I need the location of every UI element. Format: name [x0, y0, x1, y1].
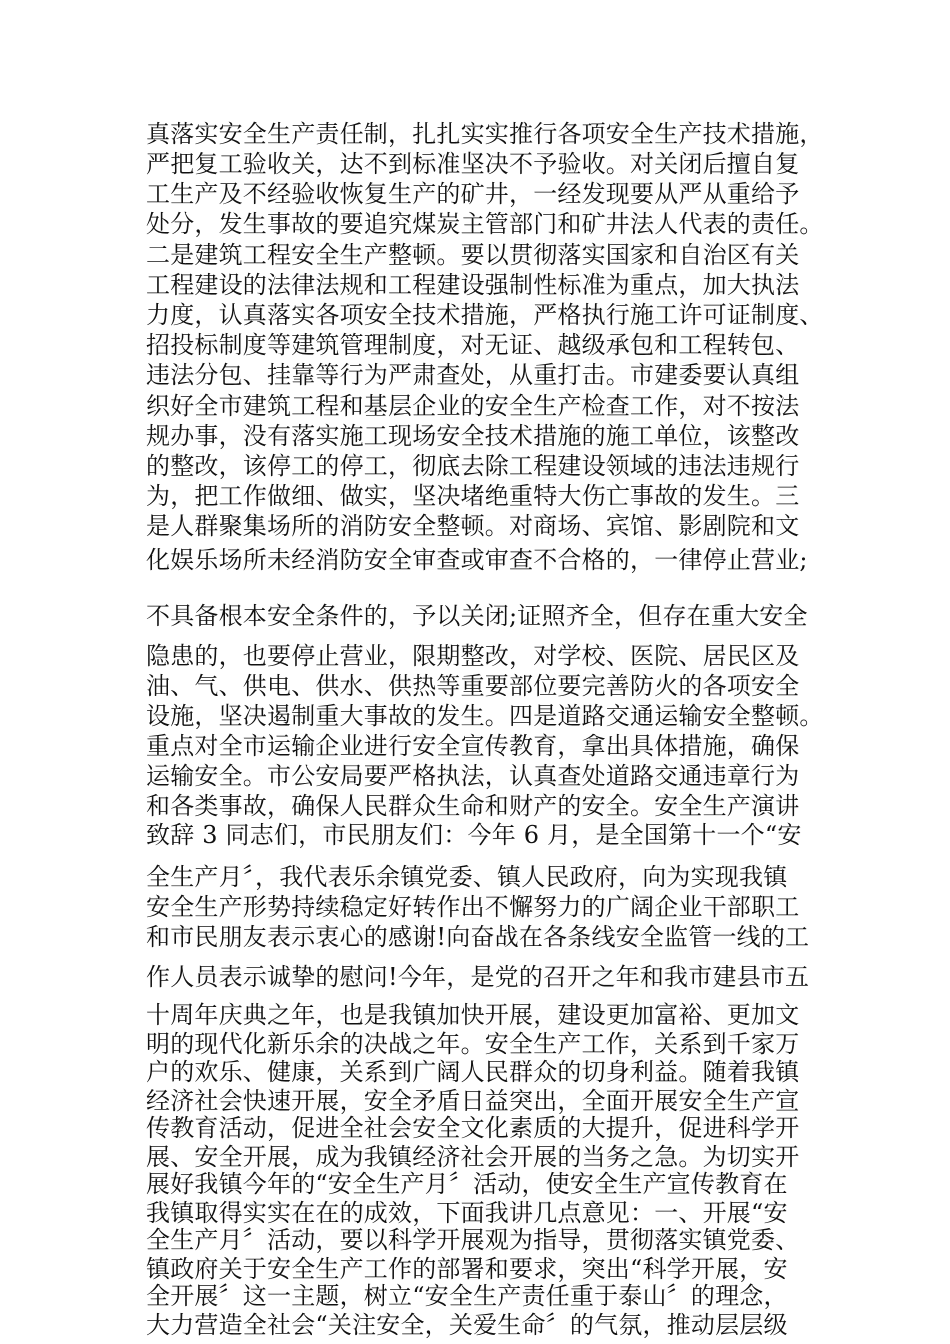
text-line: 规办事，没有落实施工现场安全技术措施的施工单位，该整改	[146, 422, 800, 450]
text-line: 重点对全市运输企业进行安全宣传教育，拿出具体措施，确保	[146, 732, 800, 760]
text-line: 违法分包、挂靠等行为严肃查处，从重打击。市建委要认真组	[146, 361, 800, 389]
text-line: 安全生产形势持续稳定好转作出不懈努力的广阔企业干部职工	[146, 893, 800, 921]
text-line: 处分，发生事故的要追究煤炭主管部门和矿井法人代表的责任。	[146, 210, 824, 238]
text-line: 严把复工验收关，达不到标准坚决不予验收。对关闭后擅自复	[146, 150, 800, 178]
text-line: 展好我镇今年的“安全生产月〞活动，使安全生产宣传教育在	[146, 1170, 788, 1198]
text-line: 我镇取得实实在在的成效，下面我讲几点意见：一、开展“安	[146, 1199, 788, 1227]
text-line: 传教育活动，促进全社会安全文化素质的大提升，促进科学开	[146, 1114, 800, 1142]
text-line: 全开展〞这一主题，树立“安全生产责任重于泰山〞的理念，	[146, 1282, 788, 1310]
text-line: 运输安全。市公安局要严格执法，认真查处道路交通违章行为	[146, 762, 800, 790]
text-line: 大力营造全社会“关注安全，关爱生命〞的气氛，推动层层级	[146, 1311, 788, 1339]
text-line: 的整改，该停工的停工，彻底去除工程建设领域的违法违规行	[146, 452, 800, 480]
text-line: 隐患的，也要停止营业，限期整改，对学校、医院、居民区及	[146, 642, 800, 670]
text-line: 镇政府关于安全生产工作的部署和要求，突出“科学开展，安	[146, 1255, 788, 1283]
text-line: 设施，坚决遏制重大事故的发生。四是道路交通运输安全整顿。	[146, 702, 824, 730]
text-line: 和各类事故，确保人民群众生命和财产的安全。安全生产演讲	[146, 792, 800, 820]
text-line: 招投标制度等建筑管理制度，对无证、越级承包和工程转包、	[146, 331, 800, 359]
text-line: 工生产及不经验收恢复生产的矿井，一经发现要从严从重给予	[146, 180, 800, 208]
text-line: 展、安全开展，成为我镇经济社会开展的当务之急。为切实开	[146, 1143, 800, 1171]
text-line: 力度，认真落实各项安全技术措施，严格执行施工许可证制度、	[146, 301, 824, 329]
text-line: 全生产月〞活动，要以科学开展观为指导，贯彻落实镇党委、	[146, 1226, 800, 1254]
text-line: 经济社会快速开展，安全矛盾日益突出，全面开展安全生产宣	[146, 1087, 800, 1115]
text-line: 工程建设的法律法规和工程建设强制性标准为重点，加大执法	[146, 271, 800, 299]
text-line: 织好全市建筑工程和基层企业的安全生产检查工作，对不按法	[146, 392, 800, 420]
text-line: 是人群聚集场所的消防安全整顿。对商场、宾馆、影剧院和文	[146, 512, 800, 540]
text-line: 作人员表示诚挚的慰问!今年，是党的召开之年和我市建县市五	[146, 963, 810, 991]
text-line: 全生产月〞，我代表乐余镇党委、镇人民政府，向为实现我镇	[146, 863, 788, 891]
text-line: 为，把工作做细、做实，坚决堵绝重特大伤亡事故的发生。三	[146, 482, 800, 510]
text-line: 真落实安全生产责任制，扎扎实实推行各项安全生产技术措施，	[146, 120, 824, 148]
text-line: 户的欢乐、健康，关系到广阔人民群众的切身利益。随着我镇	[146, 1058, 800, 1086]
text-line: 二是建筑工程安全生产整顿。要以贯彻落实国家和自治区有关	[146, 241, 800, 269]
text-line: 十周年庆典之年，也是我镇加快开展，建设更加富裕、更加文	[146, 1001, 800, 1029]
text-line: 致辞 3 同志们，市民朋友们：今年 6 月，是全国第十一个“安	[146, 821, 802, 849]
text-line: 不具备根本安全条件的，予以关闭;证照齐全，但存在重大安全	[146, 602, 808, 630]
text-line: 明的现代化新乐余的决战之年。安全生产工作，关系到千家万	[146, 1030, 800, 1058]
text-line: 油、气、供电、供水、供热等重要部位要完善防火的各项安全	[146, 672, 800, 700]
text-line: 和市民朋友表示衷心的感谢!向奋战在各条线安全监管一线的工	[146, 923, 810, 951]
text-line: 化娱乐场所未经消防安全审查或审查不合格的，一律停止营业;	[146, 546, 808, 574]
